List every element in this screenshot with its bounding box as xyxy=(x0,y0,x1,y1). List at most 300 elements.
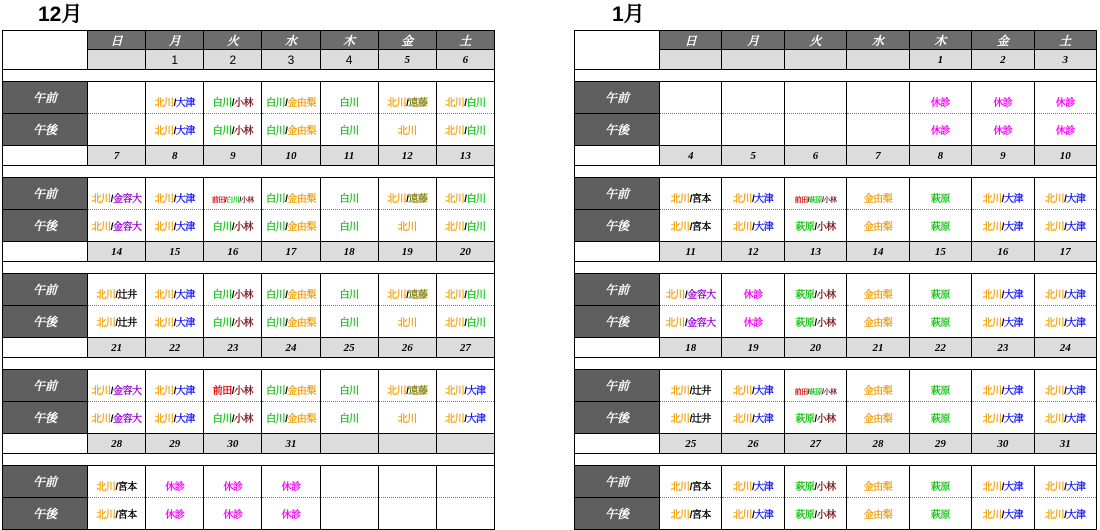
morning-label: 午前 xyxy=(575,82,660,114)
doctor-name: 白川 xyxy=(339,125,359,137)
name-separator: / xyxy=(285,98,288,109)
doctor-names xyxy=(387,194,427,205)
doctor-name: 大津 xyxy=(1066,221,1086,233)
doctor-name: 宮本 xyxy=(691,482,711,493)
doctor-names xyxy=(931,414,950,425)
weekday-header: 木 xyxy=(320,31,378,50)
doctor-name: 萩原 xyxy=(795,482,815,493)
date-cell: 29 xyxy=(146,434,204,454)
schedule-cell xyxy=(262,370,320,402)
name-separator: / xyxy=(807,389,810,396)
morning-label: 午前 xyxy=(3,82,88,114)
schedule-cell xyxy=(378,274,436,306)
schedule-cell xyxy=(660,274,722,306)
schedule-cell xyxy=(909,178,971,210)
schedule-cell xyxy=(1034,114,1096,146)
doctor-name: 大津 xyxy=(175,290,195,301)
doctor-name: 北川 xyxy=(91,386,111,397)
doctor-names xyxy=(340,194,359,205)
name-separator: / xyxy=(285,413,288,425)
schedule-cell xyxy=(784,498,846,530)
doctor-names xyxy=(983,194,1023,205)
doctor-name: 大津 xyxy=(175,386,195,397)
doctor-names xyxy=(445,222,485,233)
doctor-name: 北川 xyxy=(154,386,174,397)
weekday-header: 火 xyxy=(204,31,262,50)
weekday-header: 日 xyxy=(660,31,722,50)
doctor-name: 金由梨 xyxy=(287,98,316,109)
doctor-name: 前田 xyxy=(794,197,808,204)
doctor-names xyxy=(864,482,893,493)
doctor-names xyxy=(340,98,359,109)
date-row-blank xyxy=(575,338,660,358)
schedule-cell xyxy=(660,402,722,434)
schedule-cell xyxy=(784,114,846,146)
doctor-names xyxy=(795,414,835,425)
doctor-names xyxy=(340,126,359,137)
spacer-row xyxy=(3,166,495,178)
date-cell: 17 xyxy=(1034,242,1096,262)
doctor-name: 北川 xyxy=(445,98,465,109)
schedule-cell xyxy=(88,82,146,114)
afternoon-row xyxy=(3,114,495,146)
doctor-name: 白川 xyxy=(266,221,286,233)
doctor-name: 北川 xyxy=(1045,413,1065,425)
name-separator: / xyxy=(822,389,824,396)
schedule-cell xyxy=(204,466,262,498)
doctor-name: 北川 xyxy=(732,221,752,233)
date-cell: 13 xyxy=(436,146,494,166)
schedule-cell xyxy=(847,210,909,242)
name-separator: / xyxy=(1001,482,1004,493)
doctor-names xyxy=(212,197,254,204)
doctor-name: 北川 xyxy=(982,413,1002,425)
doctor-name: 大津 xyxy=(1003,317,1023,329)
name-separator: / xyxy=(406,98,409,109)
schedule-cell xyxy=(262,402,320,434)
schedule-cell xyxy=(660,306,722,338)
doctor-name: 白川 xyxy=(466,317,486,329)
doctor-names xyxy=(666,318,716,329)
spacer-cell xyxy=(575,166,1097,178)
doctor-names xyxy=(666,290,716,301)
schedule-cell xyxy=(146,274,204,306)
spacer-cell xyxy=(3,166,495,178)
name-separator: / xyxy=(1064,221,1067,233)
date-cell xyxy=(660,50,722,70)
spacer-cell xyxy=(575,262,1097,274)
date-cell: 30 xyxy=(972,434,1034,454)
doctor-name: 北川 xyxy=(397,413,417,425)
date-cell: 16 xyxy=(972,242,1034,262)
doctor-name: 北川 xyxy=(670,194,690,205)
date-cell: 26 xyxy=(378,338,436,358)
doctor-name: 北川 xyxy=(445,125,465,137)
doctor-names xyxy=(733,222,773,233)
doctor-name: 萩原 xyxy=(795,317,815,329)
doctor-name: 金由梨 xyxy=(863,482,893,493)
name-separator: / xyxy=(1064,482,1067,493)
doctor-name: 北川 xyxy=(445,290,465,301)
doctor-names xyxy=(1045,290,1085,301)
afternoon-label: 午後 xyxy=(3,402,88,434)
doctor-name: 大津 xyxy=(1003,221,1023,233)
name-separator: / xyxy=(464,317,467,329)
doctor-names xyxy=(445,126,485,137)
name-separator: / xyxy=(464,221,467,233)
schedule-cell xyxy=(262,498,320,530)
name-separator: / xyxy=(689,509,692,521)
date-cell: 18 xyxy=(320,242,378,262)
doctor-name: 白川 xyxy=(339,290,359,301)
schedule-cell xyxy=(909,402,971,434)
date-cell: 21 xyxy=(88,338,146,358)
doctor-name: 休診 xyxy=(993,98,1013,109)
date-row xyxy=(3,242,495,262)
schedule-cell xyxy=(660,82,722,114)
doctor-names xyxy=(213,386,253,397)
schedule-cell xyxy=(909,466,971,498)
doctor-names xyxy=(931,482,950,493)
date-cell: 21 xyxy=(847,338,909,358)
afternoon-label: 午後 xyxy=(3,498,88,530)
doctor-name: 白川 xyxy=(226,197,240,204)
afternoon-label: 午後 xyxy=(3,210,88,242)
doctor-name: 休診 xyxy=(993,125,1013,137)
date-cell: 10 xyxy=(262,146,320,166)
date-cell: 31 xyxy=(1034,434,1096,454)
name-separator: / xyxy=(173,125,176,137)
doctor-names xyxy=(165,510,184,521)
schedule-cell xyxy=(847,114,909,146)
schedule-cell xyxy=(1034,210,1096,242)
date-cell: 3 xyxy=(1034,50,1096,70)
name-separator: / xyxy=(285,221,288,233)
name-separator: / xyxy=(406,386,409,397)
date-row-blank xyxy=(3,146,88,166)
doctor-name: 白川 xyxy=(266,194,286,205)
doctor-name: 休診 xyxy=(281,482,301,493)
date-cell: 19 xyxy=(378,242,436,262)
doctor-names xyxy=(266,386,316,397)
schedule-cell xyxy=(847,370,909,402)
schedule-cell xyxy=(378,210,436,242)
date-row xyxy=(575,242,1097,262)
schedule-cell xyxy=(722,82,784,114)
doctor-name: 白川 xyxy=(339,221,359,233)
name-separator: / xyxy=(689,482,692,493)
date-cell: 22 xyxy=(146,338,204,358)
spacer-row xyxy=(575,166,1097,178)
doctor-name: 小林 xyxy=(816,413,836,425)
name-separator: / xyxy=(689,221,692,233)
doctor-names xyxy=(1045,318,1085,329)
schedule-cell xyxy=(436,402,494,434)
name-separator: / xyxy=(110,194,113,205)
doctor-name: 北川 xyxy=(154,125,174,137)
morning-row xyxy=(575,466,1097,498)
date-cell: 12 xyxy=(722,242,784,262)
name-separator: / xyxy=(822,197,824,204)
doctor-names xyxy=(671,222,711,233)
doctor-names xyxy=(744,318,763,329)
schedule-cell xyxy=(1034,274,1096,306)
doctor-name: 北川 xyxy=(154,413,174,425)
afternoon-row xyxy=(3,402,495,434)
doctor-names xyxy=(983,290,1023,301)
schedule-cell xyxy=(784,274,846,306)
date-cell: 18 xyxy=(660,338,722,358)
doctor-name: 小林 xyxy=(233,290,253,301)
schedule-cell xyxy=(972,210,1034,242)
morning-row xyxy=(3,370,495,402)
doctor-name: 北川 xyxy=(96,290,116,301)
doctor-name: 北川 xyxy=(982,221,1002,233)
date-cell: 11 xyxy=(320,146,378,166)
doctor-names xyxy=(795,389,837,396)
doctor-name: 遠藤 xyxy=(408,194,428,205)
date-cell: 1 xyxy=(909,50,971,70)
date-cell: 4 xyxy=(320,50,378,70)
doctor-name: 萩原 xyxy=(930,221,950,233)
name-separator: / xyxy=(684,317,688,329)
doctor-name: 白川 xyxy=(339,194,359,205)
doctor-name: 小林 xyxy=(823,389,837,396)
doctor-name: 萩原 xyxy=(809,197,823,204)
date-cell: 5 xyxy=(722,146,784,166)
doctor-name: 小林 xyxy=(233,221,253,233)
afternoon-row xyxy=(575,210,1097,242)
schedule-cell xyxy=(204,306,262,338)
name-separator: / xyxy=(814,221,817,233)
date-cell: 15 xyxy=(146,242,204,262)
schedule-cell xyxy=(436,82,494,114)
date-cell: 16 xyxy=(204,242,262,262)
name-separator: / xyxy=(1001,317,1004,329)
schedule-cell xyxy=(909,114,971,146)
date-cell: 1 xyxy=(146,50,204,70)
doctor-name: 北川 xyxy=(732,386,752,397)
doctor-name: 小林 xyxy=(816,290,836,301)
doctor-name: 宮本 xyxy=(117,482,137,493)
name-separator: / xyxy=(115,509,118,521)
date-row xyxy=(3,434,495,454)
schedule-cell xyxy=(204,210,262,242)
schedule-cell xyxy=(146,82,204,114)
name-separator: / xyxy=(173,386,176,397)
schedule-cell xyxy=(436,306,494,338)
schedule-cell xyxy=(436,498,494,530)
schedule-cell xyxy=(722,402,784,434)
name-separator: / xyxy=(231,290,234,301)
weekday-header: 水 xyxy=(262,31,320,50)
date-cell xyxy=(847,50,909,70)
name-separator: / xyxy=(285,386,288,397)
afternoon-label: 午後 xyxy=(575,402,660,434)
name-separator: / xyxy=(115,290,118,301)
spacer-row xyxy=(3,454,495,466)
doctor-names xyxy=(864,414,893,425)
doctor-names xyxy=(213,290,253,301)
schedule-cell xyxy=(436,274,494,306)
doctor-name: 大津 xyxy=(754,413,774,425)
doctor-name: 前田 xyxy=(794,389,808,396)
doctor-name: 大津 xyxy=(175,194,195,205)
doctor-name: 大津 xyxy=(175,317,195,329)
doctor-name: 萩原 xyxy=(930,482,950,493)
doctor-name: 白川 xyxy=(212,125,232,137)
month-title: 12月 xyxy=(38,3,83,26)
date-cell: 25 xyxy=(660,434,722,454)
schedule-cell xyxy=(660,370,722,402)
schedule-cell xyxy=(972,402,1034,434)
schedule-cell xyxy=(204,498,262,530)
doctor-name: 休診 xyxy=(1055,125,1075,137)
spacer-cell xyxy=(3,262,495,274)
name-separator: / xyxy=(751,482,755,493)
date-cell: 24 xyxy=(262,338,320,358)
date-cell: 6 xyxy=(436,50,494,70)
doctor-name: 遠藤 xyxy=(408,386,428,397)
afternoon-row xyxy=(575,402,1097,434)
doctor-name: 白川 xyxy=(339,317,359,329)
doctor-name: 前田 xyxy=(212,386,232,397)
morning-row xyxy=(3,82,495,114)
doctor-names xyxy=(155,194,195,205)
name-separator: / xyxy=(751,386,755,397)
name-separator: / xyxy=(684,290,688,301)
schedule-cell xyxy=(1034,466,1096,498)
schedule-cell xyxy=(88,178,146,210)
doctor-name: 北川 xyxy=(91,194,111,205)
doctor-name: 大津 xyxy=(1066,317,1086,329)
doctor-name: 小林 xyxy=(233,98,253,109)
corner-cell xyxy=(3,31,88,70)
doctor-names xyxy=(266,194,316,205)
doctor-name: 辻井 xyxy=(117,290,137,301)
doctor-name: 北川 xyxy=(670,509,690,521)
doctor-name: 萩原 xyxy=(930,194,950,205)
doctor-name: 大津 xyxy=(1003,290,1023,301)
doctor-name: 北川 xyxy=(445,317,465,329)
schedule-cell xyxy=(146,210,204,242)
schedule-cell xyxy=(909,306,971,338)
doctor-names xyxy=(213,414,253,425)
doctor-names xyxy=(445,290,485,301)
schedule-cell xyxy=(204,82,262,114)
afternoon-row xyxy=(3,210,495,242)
doctor-names xyxy=(795,318,835,329)
date-row xyxy=(3,338,495,358)
schedule-cell xyxy=(784,178,846,210)
afternoon-label: 午後 xyxy=(575,114,660,146)
doctor-name: 金由梨 xyxy=(863,194,893,205)
name-separator: / xyxy=(173,290,176,301)
schedule-cell xyxy=(909,82,971,114)
doctor-names xyxy=(993,98,1012,109)
doctor-names xyxy=(931,126,950,137)
schedule-cell xyxy=(784,210,846,242)
schedule-cell xyxy=(204,370,262,402)
doctor-names xyxy=(931,222,950,233)
doctor-name: 金由梨 xyxy=(863,413,893,425)
afternoon-label: 午後 xyxy=(3,306,88,338)
doctor-names xyxy=(795,482,835,493)
doctor-name: 北川 xyxy=(387,290,407,301)
doctor-name: 大津 xyxy=(1066,290,1086,301)
doctor-names xyxy=(931,386,950,397)
date-cell: 3 xyxy=(262,50,320,70)
doctor-name: 大津 xyxy=(175,98,195,109)
doctor-names xyxy=(387,98,427,109)
doctor-names xyxy=(864,290,893,301)
schedule-cell xyxy=(262,82,320,114)
schedule-cell xyxy=(722,498,784,530)
doctor-names xyxy=(445,318,485,329)
schedule-cell xyxy=(320,306,378,338)
spacer-row xyxy=(3,70,495,82)
doctor-name: 休診 xyxy=(743,290,763,301)
doctor-name: 北川 xyxy=(670,413,690,425)
doctor-name: 北川 xyxy=(732,413,752,425)
doctor-name: 休診 xyxy=(223,482,243,493)
doctor-name: 北川 xyxy=(154,98,174,109)
doctor-names xyxy=(983,414,1023,425)
schedule-cell xyxy=(972,82,1034,114)
weekday-header: 水 xyxy=(847,31,909,50)
schedule-cell xyxy=(88,498,146,530)
doctor-name: 大津 xyxy=(175,413,195,425)
date-cell: 28 xyxy=(847,434,909,454)
doctor-names xyxy=(213,318,253,329)
doctor-names xyxy=(266,98,316,109)
doctor-name: 白川 xyxy=(266,98,286,109)
doctor-names xyxy=(387,386,427,397)
schedule-cell xyxy=(378,306,436,338)
doctor-names xyxy=(671,194,711,205)
schedule-cell xyxy=(722,274,784,306)
schedule-cell xyxy=(204,114,262,146)
doctor-name: 小林 xyxy=(823,197,837,204)
doctor-name: 大津 xyxy=(754,482,774,493)
schedule-cell xyxy=(320,466,378,498)
name-separator: / xyxy=(110,386,113,397)
date-row-blank xyxy=(3,242,88,262)
schedule-cell xyxy=(88,466,146,498)
schedule-cell xyxy=(972,274,1034,306)
date-cell: 17 xyxy=(262,242,320,262)
afternoon-label: 午後 xyxy=(575,210,660,242)
doctor-names xyxy=(795,197,837,204)
schedule-cell xyxy=(722,178,784,210)
name-separator: / xyxy=(1001,194,1004,205)
morning-row xyxy=(575,274,1097,306)
doctor-name: 大津 xyxy=(466,413,486,425)
schedule-cell xyxy=(204,178,262,210)
name-separator: / xyxy=(807,197,810,204)
schedule-cell xyxy=(146,498,204,530)
doctor-name: 白川 xyxy=(466,221,486,233)
doctor-name: 金由梨 xyxy=(287,125,316,137)
schedule-cell xyxy=(847,466,909,498)
doctor-name: 北川 xyxy=(1045,290,1065,301)
schedule-cell xyxy=(262,114,320,146)
doctor-name: 大津 xyxy=(754,509,774,521)
afternoon-row xyxy=(575,498,1097,530)
doctor-name: 大津 xyxy=(1003,194,1023,205)
schedule-cell xyxy=(660,210,722,242)
date-cell: 26 xyxy=(722,434,784,454)
